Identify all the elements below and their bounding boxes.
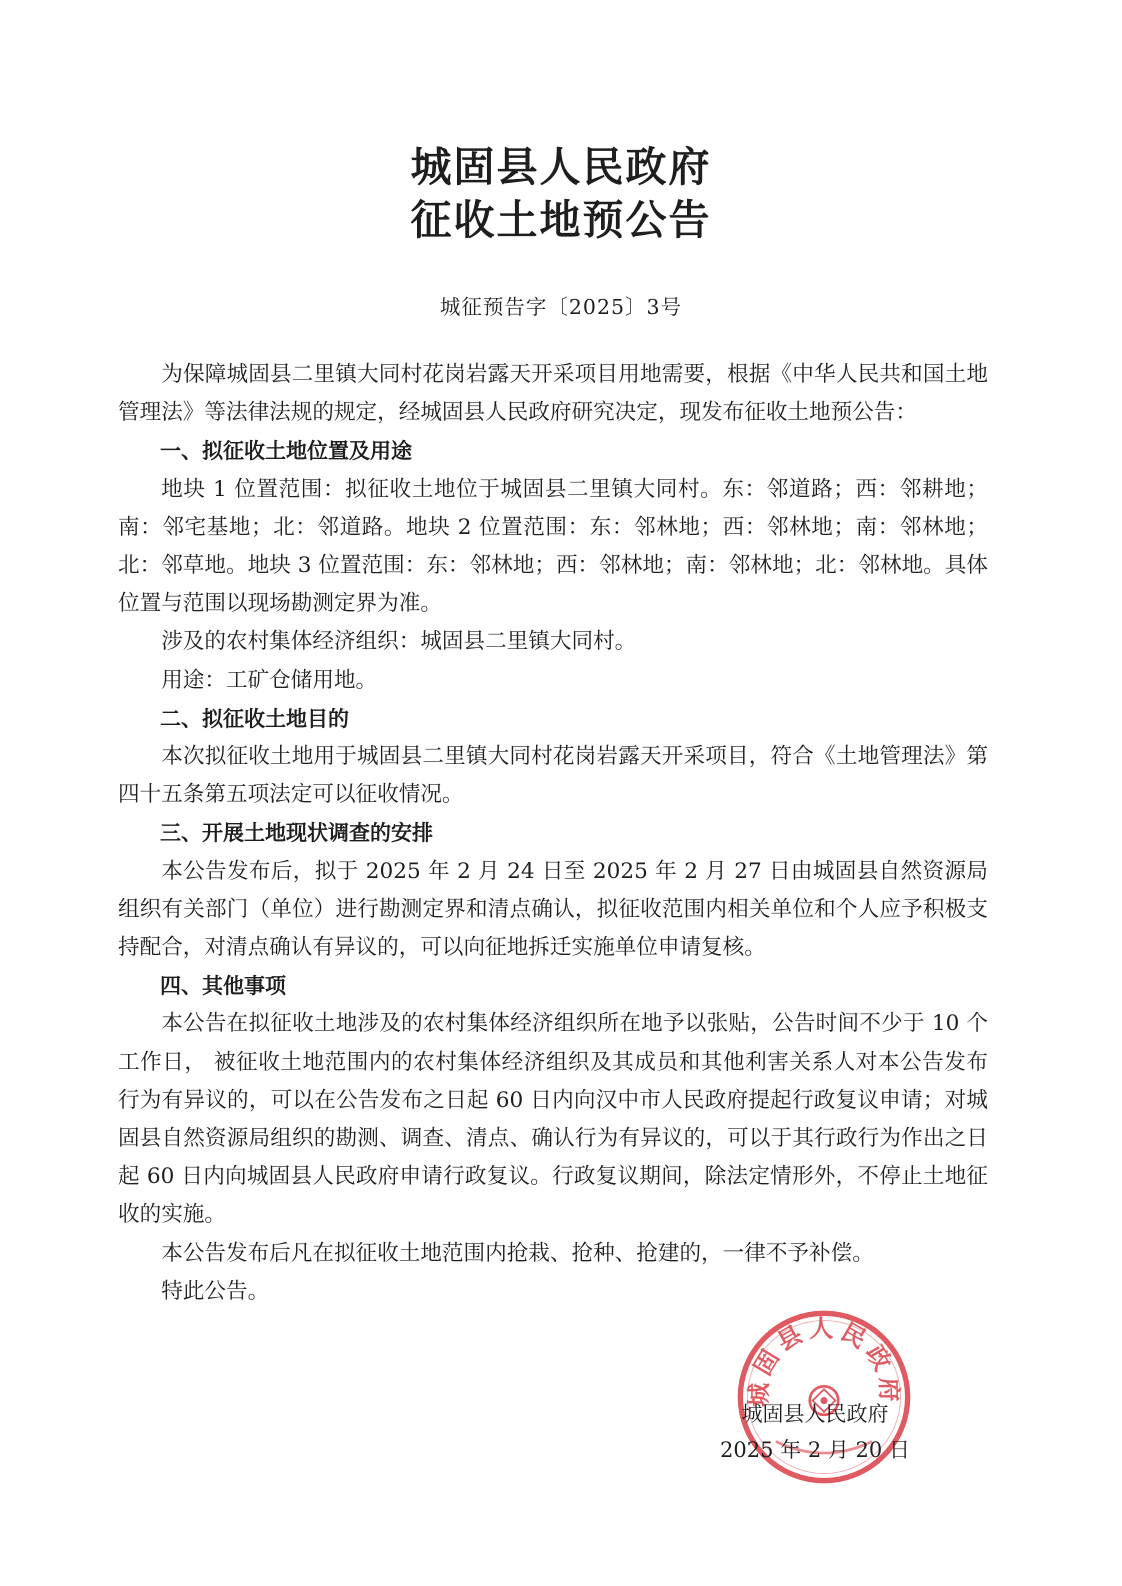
paragraph: 用途：工矿仓储用地。 [161, 667, 378, 693]
paragraph: 为保障城固县二里镇大同村花岗岩露天开采项目用地需要，根据《中华人民共和国土地管理法》等法律法规的规定，经城固县人民政府研究决定，现发布征收土地预公告： [118, 362, 988, 426]
paragraph: 本次拟征收土地用于城固县二里镇大同村花岗岩露天开采项目，符合《土地管理法》第四十五条第五项法定可以征收情况。 [118, 744, 988, 808]
paragraph: 本公告发布后，拟于 2025 年 2 月 24 日至 2025 年 2 月 27 日由城固县自然资源局组织有关部门（单位）进行勘测定界和清点确认，拟征收范围内相关单位和个人应予积极支持配合，对清点确认有异议的，可以向征地拆迁实施单位申请复核。 [118, 858, 988, 961]
paragraph: 特此公告。 [161, 1278, 270, 1304]
section-heading: 四、其他事项 [160, 974, 286, 999]
paragraph: 本公告在拟征收土地涉及的农村集体经济组织所在地予以张贴，公告时间不少于 10 个工作日， 被征收土地范围内的农村集体经济组织及其成员和其他利害关系人对本公告发布行为有异议的，可以在公告发布之日起 60 日内向汉中市人民政府提起行政复议申请；对城固县自然资源局组织的勘测、调查、清点、确认行为有异议的，可以于其行政行为作出之日起 60 日内向城固县人民政府申请行政复议。行政复议期间，除法定情形外，不停止土地征收的实施。 [118, 1011, 988, 1228]
document-title: 城固县人民政府 [410, 143, 712, 191]
document-subtitle: 征收土地预公告 [410, 196, 712, 244]
signature-date: 2025 年 2 月 20 日 [720, 1438, 910, 1462]
paragraph: 本公告发布后凡在拟征收土地范围内抢栽、抢种、抢建的，一律不予补偿。 [161, 1240, 874, 1266]
section-heading: 三、开展土地现状调查的安排 [160, 821, 433, 846]
paragraph: 涉及的农村集体经济组织：城固县二里镇大同村。 [161, 629, 637, 655]
signature-organization: 城固县人民政府 [741, 1402, 889, 1426]
document-number: 城征预告字〔2025〕3号 [439, 295, 683, 319]
paragraph: 地块 1 位置范围：拟征收土地位于城固县二里镇大同村。东：邻道路；西：邻耕地；南：邻宅基地；北：邻道路。地块 2 位置范围：东：邻林地；西：邻林地；南：邻林地；北：邻草地。地块 3 位置范围：东：邻林地；西：邻林地；南：邻林地；北：邻林地。具体位置与范围以现场勘测定界为准。 [118, 476, 988, 617]
section-heading: 二、拟征收土地目的 [160, 706, 349, 731]
section-heading: 一、拟征收土地位置及用途 [160, 439, 412, 464]
svg-text:城固县人民政府: 城固县人民政府 [743, 1313, 905, 1408]
document-body [118, 356, 988, 1311]
